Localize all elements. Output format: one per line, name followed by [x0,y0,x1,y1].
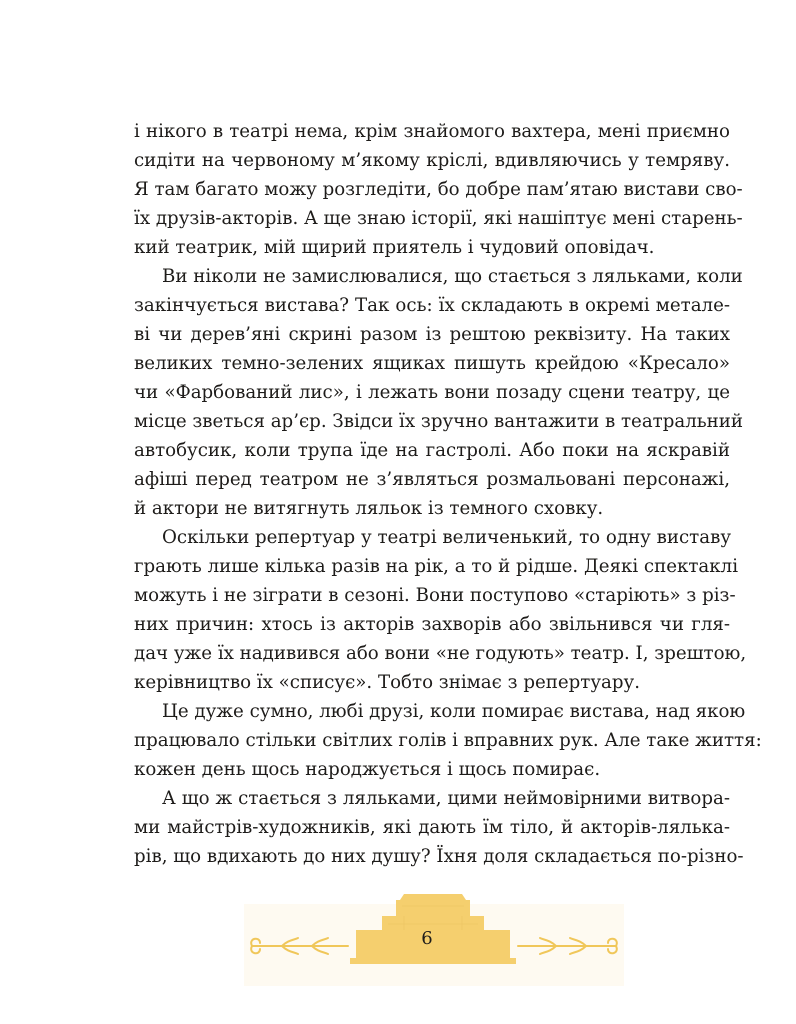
text-line: керівництво їх «списує». Тобто знімає з репертуару. [134,672,640,693]
text-line: них причин: хтось із акторів захворів або звільнився чи гля- [134,614,730,635]
paragraph-start-line: А що ж стається з ляльками, цими неймовірними витвора- [162,788,730,809]
text-line: чи «Фарбований лис», і лежать вони позаду сцени театру, це [134,382,730,403]
text-line: й актори не витягнуть ляльок із темного сховку. [134,498,604,519]
text-line: ми майстрів-художників, які дають їм тіло, й акторів-лялька- [134,817,730,838]
text-line: ві чи дерев’яні скрині разом із рештою реквізиту. На таких [134,324,730,345]
text-line: кий театрик, мій щирий приятель і чудовий оповідач. [134,237,655,258]
text-line: грають лише кілька разів на рік, а то й рідше. Деякі спектаклі [134,556,739,577]
text-line: можуть і не зіграти в сезоні. Вони поступово «старіють» з різ- [134,585,736,606]
text-line: великих темно-зелених ящиках пишуть крейдою «Кресало» [134,353,730,374]
paragraph-start-line: Ви ніколи не замислювалися, що стається з ляльками, коли [162,266,743,287]
text-line: закінчується вистава? Так ось: їх складають в окремі метале- [134,295,730,316]
text-line: і нікого в театрі нема, крім знайомого вахтера, мені приємно [134,121,730,142]
text-line: їх друзів-акторів. А ще знаю історії, які нашіптує мені старень- [134,208,743,229]
text-line: дач уже їх надивився або вони «не годують» театр. І, зрештою, [134,643,747,664]
page-number: 6 [421,928,433,949]
text-line: місце зветься ар’єр. Звідси їх зручно вантажити в театральний [134,411,744,432]
text-line: Я там багато можу розгледіти, бо добре пам’ятаю вистави сво- [134,179,743,200]
paragraph-start-line: Це дуже сумно, любі друзі, коли помирає вистава, над якою [162,701,746,722]
text-line: сидіти на червоному м’якому кріслі, вдивляючись у темряву. [134,150,730,171]
text-line: автобусик, коли трупа їде на гастролі. Або поки на яскравій [134,440,730,461]
text-line: працювало стільки світлих голів і вправних рук. Але таке життя: [134,730,762,751]
paragraph-start-line: Оскільки репертуар у театрі величенький, то одну виставу [162,527,732,548]
text-line: кожен день щось народжується і щось помирає. [134,759,601,780]
text-line: рів, що вдихають до них душу? Їхня доля складається по-різно- [134,846,744,867]
text-line: афіші перед театром не з’являться розмальовані персонажі, [134,469,730,490]
